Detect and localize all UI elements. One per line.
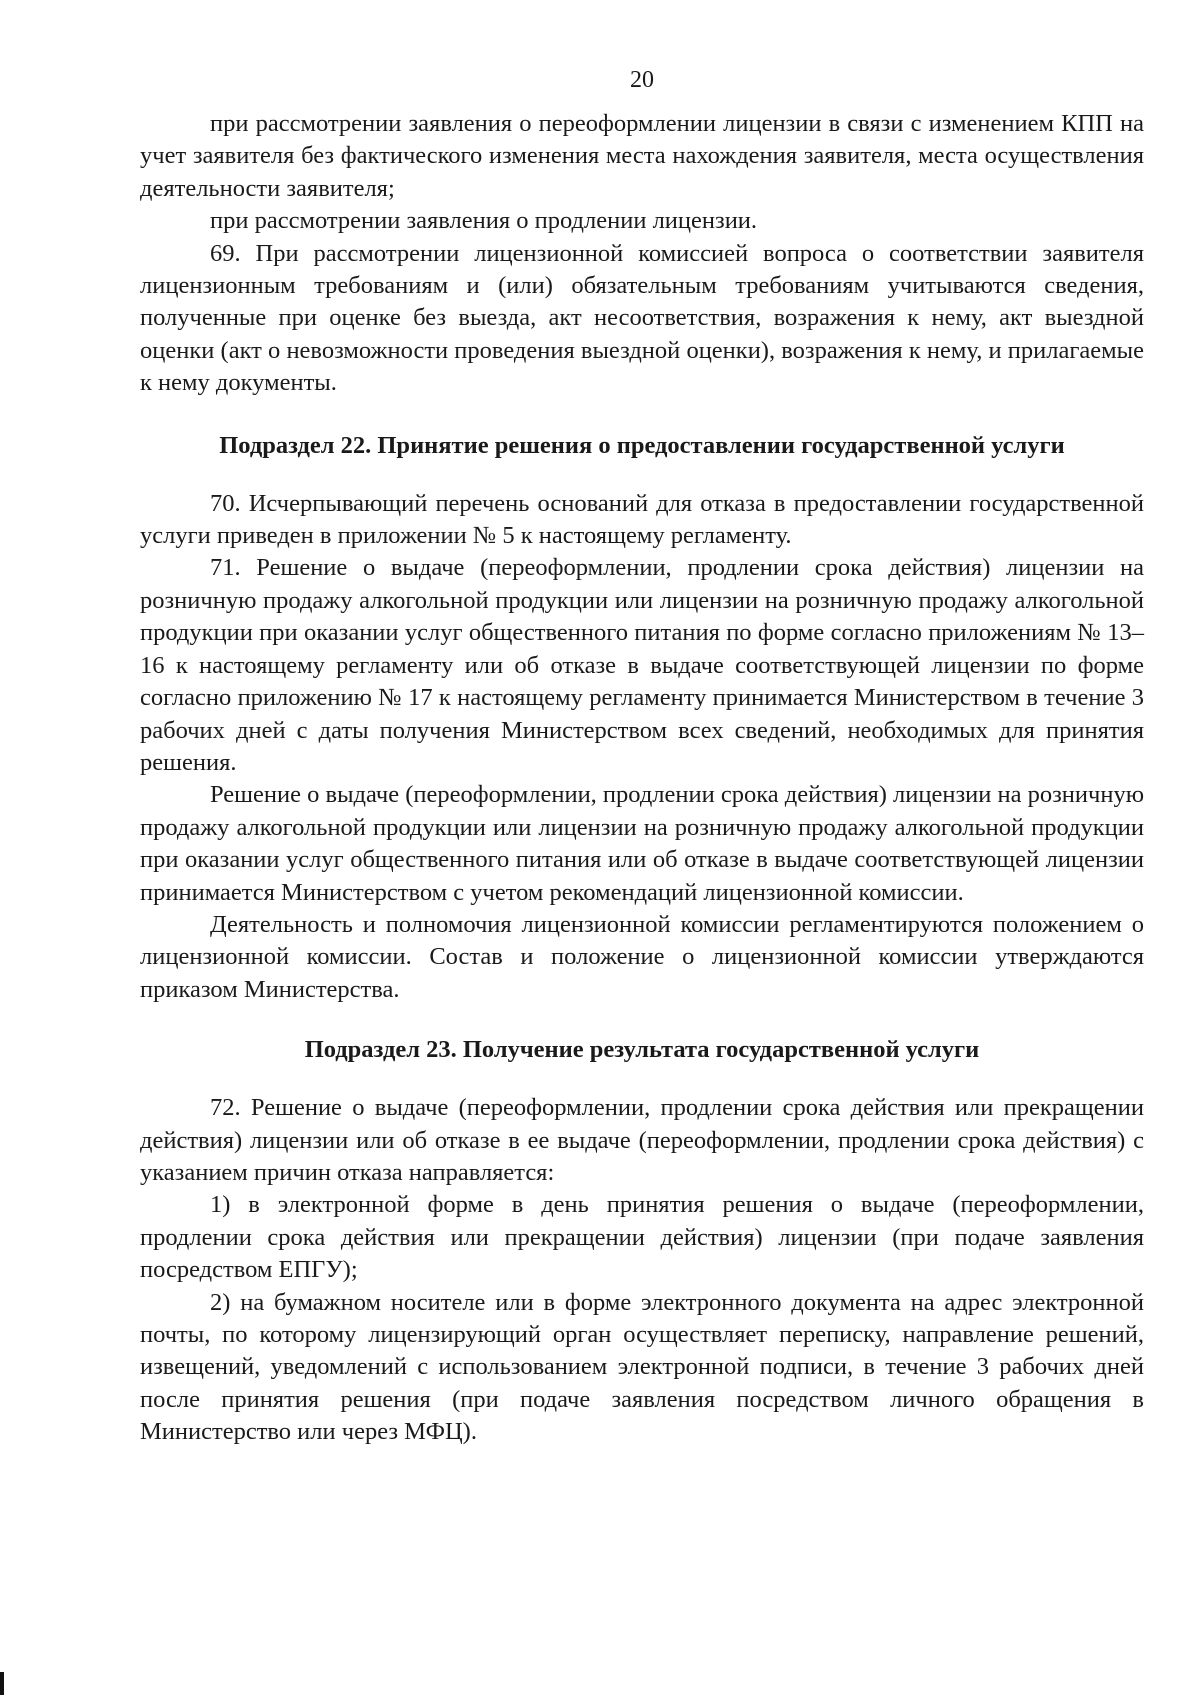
paragraph-70: 70. Исчерпывающий перечень оснований для отказа в предоставлении государственной услуги приведен в приложении № 5 к настоящему регламенту.	[140, 489, 1144, 550]
paragraph-71: 71. Решение о выдаче (переоформлении, продлении срока действия) лицензии на розничную продажу алкогольной продукции или лицензии на розничную продажу алкогольной продукции при оказании услуг общественного питания по форме согласно приложениям № 13–16 к настоящему регламенту или об отказе в выдаче соответствующей лицензии по форме согласно приложению № 17 к настоящему регламенту принимается Министерством в течение 3 рабочих дней с даты получения Министерством всех сведений, необходимых для принятия решения.	[140, 554, 1144, 776]
section-23-heading: Подраздел 23. Получение результата государственной услуги	[304, 1036, 980, 1064]
paragraph-intro-1: при рассмотрении заявления о переоформлении лицензии в связи с изменением КПП на учет заявителя без фактического изменения места нахождения заявителя, места осуществления деятельности заявителя;	[140, 110, 1144, 202]
paragraph-72-item-2: 2) на бумажном носителе или в форме электронного документа на адрес электронной почты, по которому лицензирующий орган осуществляет переписку, направление решений, извещений, уведомлений с использованием электронной подписи, в течение 3 рабочих дней после принятия решения (при подаче заявления посредством личного обращения в Министерство или через МФЦ).	[140, 1288, 1144, 1446]
paragraph-69: 69. При рассмотрении лицензионной комиссией вопроса о соответствии заявителя лицензионным требованиям и (или) обязательным требованиям учитываются сведения, полученные при оценке без выезда, акт несоответствия, возражения к нему, акт выездной оценки (акт о невозможности проведения выездной оценки), возражения к нему, и прилагаемые к нему документы.	[140, 239, 1144, 397]
paragraph-71-decision: Решение о выдаче (переоформлении, продлении срока действия) лицензии на розничную продажу алкогольной продукции или лицензии на розничную продажу алкогольной продукции при оказании услуг общественного питания или об отказе в выдаче соответствующей лицензии принимается Министерством с учетом рекомендаций лицензионной комиссии.	[140, 781, 1144, 906]
scan-edge-mark	[0, 1672, 4, 1695]
paragraph-72: 72. Решение о выдаче (переоформлении, продлении срока действия или прекращении действия) лицензии или об отказе в ее выдаче (переоформлении, продлении срока действия) с указанием причин отказа направляется:	[140, 1094, 1144, 1186]
paragraph-71-commission: Деятельность и полномочия лицензионной комиссии регламентируются положением о лицензионной комиссии. Состав и положение о лицензионной комиссии утверждаются приказом Министерства.	[140, 910, 1144, 1003]
section-22-heading: Подраздел 22. Принятие решения о предоставлении государственной услуги	[219, 431, 1065, 459]
paragraph-72-item-1: 1) в электронной форме в день принятия решения о выдаче (переоформлении, продлении срока действия или прекращении действия) лицензии (при подаче заявления посредством ЕПГУ);	[140, 1191, 1144, 1284]
page-number: 20	[630, 67, 654, 93]
paragraph-intro-2: при рассмотрении заявления о продлении лицензии.	[210, 207, 758, 235]
